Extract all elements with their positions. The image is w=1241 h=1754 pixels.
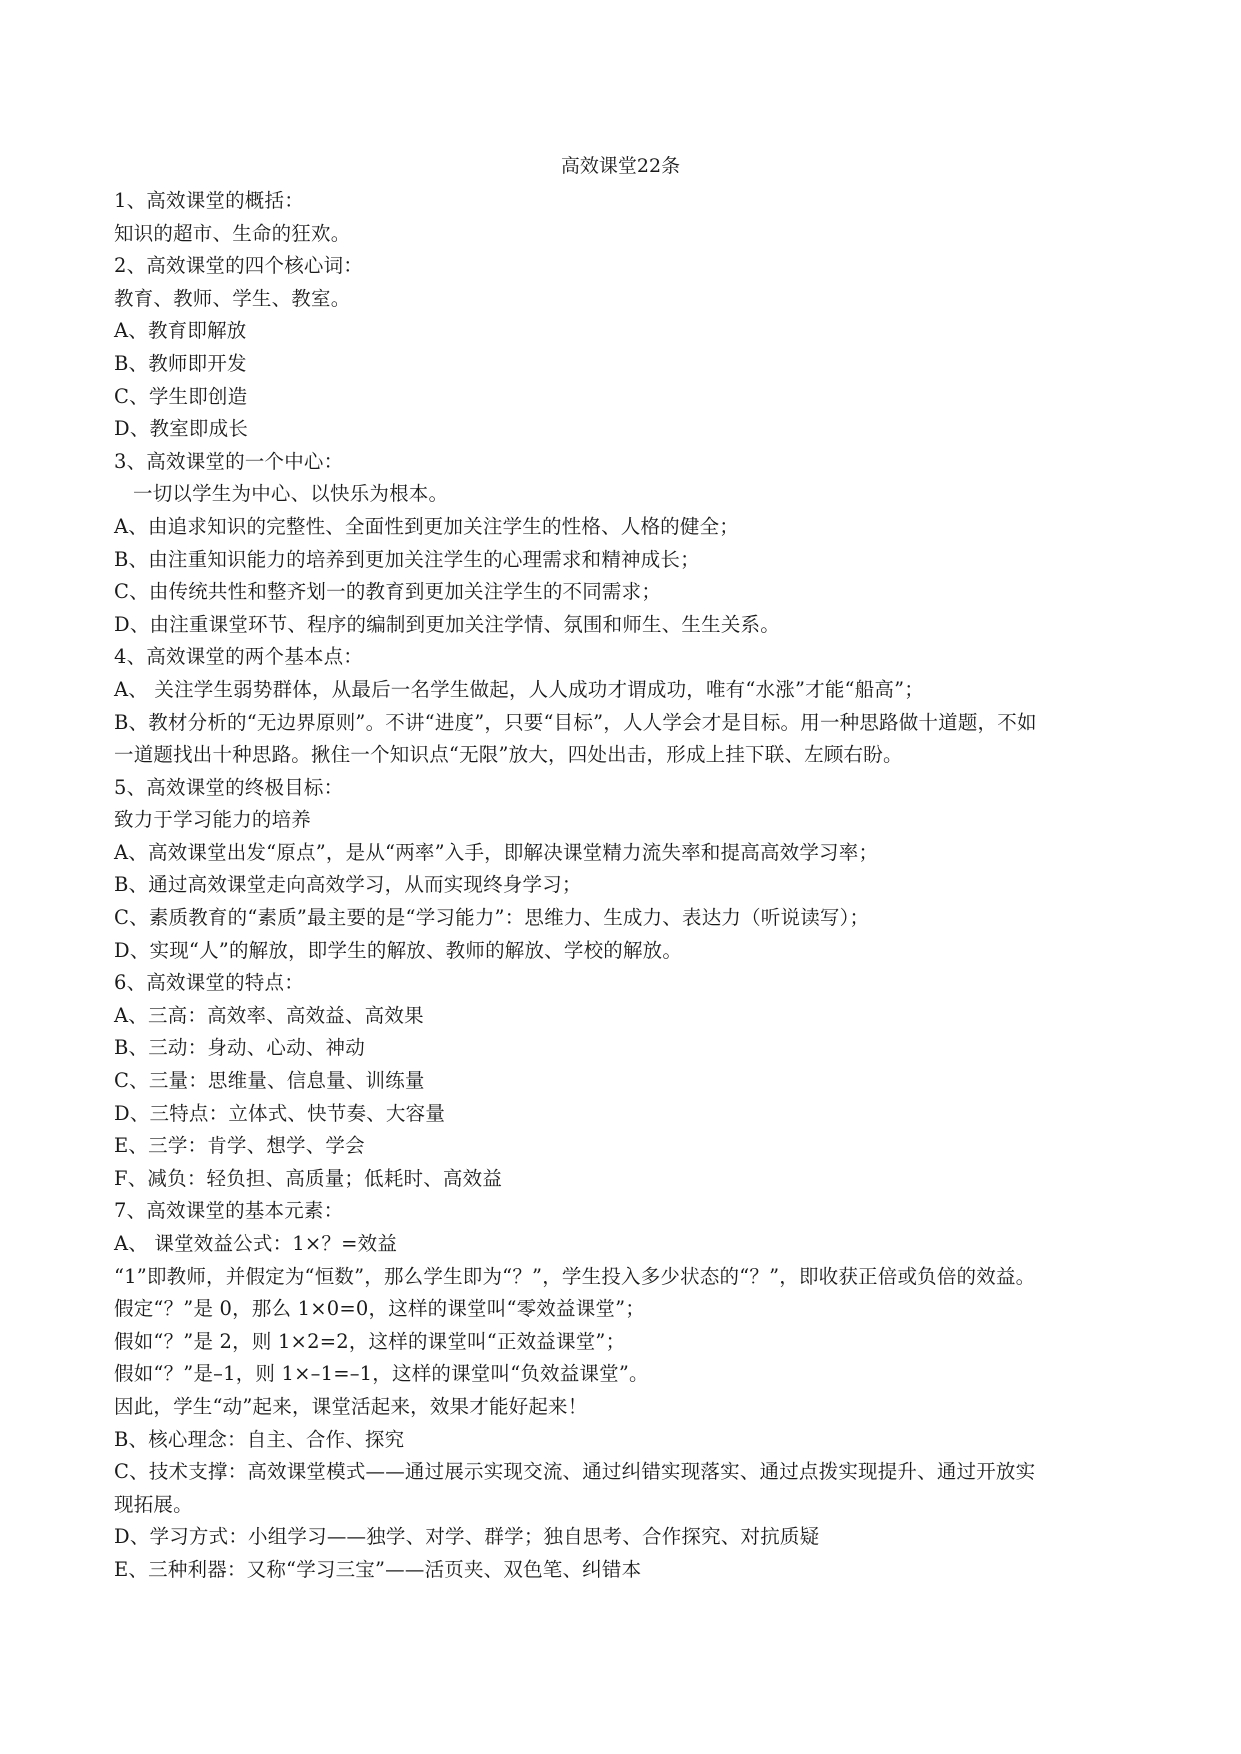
document-body bbox=[114, 185, 1130, 1587]
text-line: B、通过高效课堂走向高效学习，从而实现终身学习； bbox=[114, 873, 582, 897]
text-line: 知识的超市、生命的狂欢。 bbox=[114, 221, 351, 245]
text-line: E、三学：肯学、想学、学会 bbox=[114, 1134, 365, 1158]
text-line: 2、高效课堂的四个核心词： bbox=[114, 254, 364, 278]
text-line: 假如“？”是 2，则 1×2=2，这样的课堂叫“正效益课堂”； bbox=[114, 1329, 626, 1353]
text-line: C、素质教育的“素质”最主要的是“学习能力”：思维力、生成力、表达力（听说读写）； bbox=[114, 906, 870, 930]
text-line: “1”即教师，并假定为“恒数”，那么学生即为“？”，学生投入多少状态的“？”，即收获正倍或负倍的效益。 bbox=[114, 1264, 1036, 1288]
text-line: 因此，学生“动”起来，课堂活起来，效果才能好起来！ bbox=[114, 1394, 588, 1418]
text-line: 教育、教师、学生、教室。 bbox=[114, 286, 351, 310]
text-line: C、技术支撑：高效课堂模式——通过展示实现交流、通过纠错实现落实、通过点拨实现提升、通过开放实 bbox=[114, 1460, 1036, 1484]
text-line: 7、高效课堂的基本元素： bbox=[114, 1199, 344, 1223]
text-line: 3、高效课堂的一个中心： bbox=[114, 449, 344, 473]
text-line: A、教育即解放 bbox=[114, 319, 247, 343]
text-line: A、由追求知识的完整性、全面性到更加关注学生的性格、人格的健全； bbox=[114, 514, 739, 538]
text-line: C、三量：思维量、信息量、训练量 bbox=[114, 1069, 425, 1093]
text-line: F、减负：轻负担、高质量；低耗时、高效益 bbox=[114, 1166, 503, 1190]
text-line: 4、高效课堂的两个基本点： bbox=[114, 645, 364, 669]
text-line: C、学生即创造 bbox=[114, 384, 248, 408]
text-line: A、高效课堂出发“原点”，是从“两率”入手，即解决课堂精力流失率和提高高效学习率； bbox=[114, 840, 879, 864]
text-line: C、由传统共性和整齐划一的教育到更加关注学生的不同需求； bbox=[114, 580, 662, 604]
text-line: B、三动：身动、心动、神动 bbox=[114, 1036, 365, 1060]
text-line: A、三高：高效率、高效益、高效果 bbox=[114, 1003, 424, 1027]
text-line: D、实现“人”的解放，即学生的解放、教师的解放、学校的解放。 bbox=[114, 938, 683, 962]
text-line: D、教室即成长 bbox=[114, 417, 249, 441]
text-line: B、教材分析的“无边界原则”。不讲“进度”，只要“目标”，人人学会才是目标。用一种思路做十道题，不如 bbox=[114, 710, 1037, 734]
text-line: 现拓展。 bbox=[114, 1492, 193, 1516]
text-line: A、 课堂效益公式：1×？=效益 bbox=[114, 1232, 398, 1255]
text-line: 5、高效课堂的终极目标： bbox=[114, 775, 344, 799]
text-line: D、三特点：立体式、快节奏、大容量 bbox=[114, 1101, 446, 1125]
text-line: 假定“？”是 0，那么 1×0=0，这样的课堂叫“零效益课堂”； bbox=[114, 1297, 645, 1321]
text-line: 假如“？”是–1，则 1×–1=–1，这样的课堂叫“负效益课堂”。 bbox=[114, 1362, 649, 1386]
text-line: D、由注重课堂环节、程序的编制到更加关注学情、氛围和师生、生生关系。 bbox=[114, 612, 780, 636]
text-line: B、教师即开发 bbox=[114, 351, 247, 375]
text-line: 致力于学习能力的培养 bbox=[114, 808, 312, 832]
text-line: B、由注重知识能力的培养到更加关注学生的心理需求和精神成长； bbox=[114, 547, 700, 571]
text-line: 6、高效课堂的特点： bbox=[114, 971, 304, 995]
text-line: B、核心理念：自主、合作、探究 bbox=[114, 1427, 405, 1451]
text-line: E、三种利器：又称“学习三宝”——活页夹、双色笔、纠错本 bbox=[114, 1557, 642, 1581]
text-line: A、 关注学生弱势群体，从最后一名学生做起，人人成功才谓成功，唯有“水涨”才能“船高”； bbox=[114, 677, 924, 701]
text-line: 一切以学生为中心、以快乐为根本。 bbox=[133, 482, 449, 506]
document-title: 高效课堂22条 bbox=[560, 155, 681, 177]
text-line: 1、高效课堂的概括： bbox=[114, 189, 304, 212]
text-line: D、学习方式：小组学习——独学、对学、群学；独自思考、合作探究、对抗质疑 bbox=[114, 1525, 820, 1549]
text-line: 一道题找出十种思路。揪住一个知识点“无限”放大，四处出击，形成上挂下联、左顾右盼。 bbox=[114, 743, 903, 767]
